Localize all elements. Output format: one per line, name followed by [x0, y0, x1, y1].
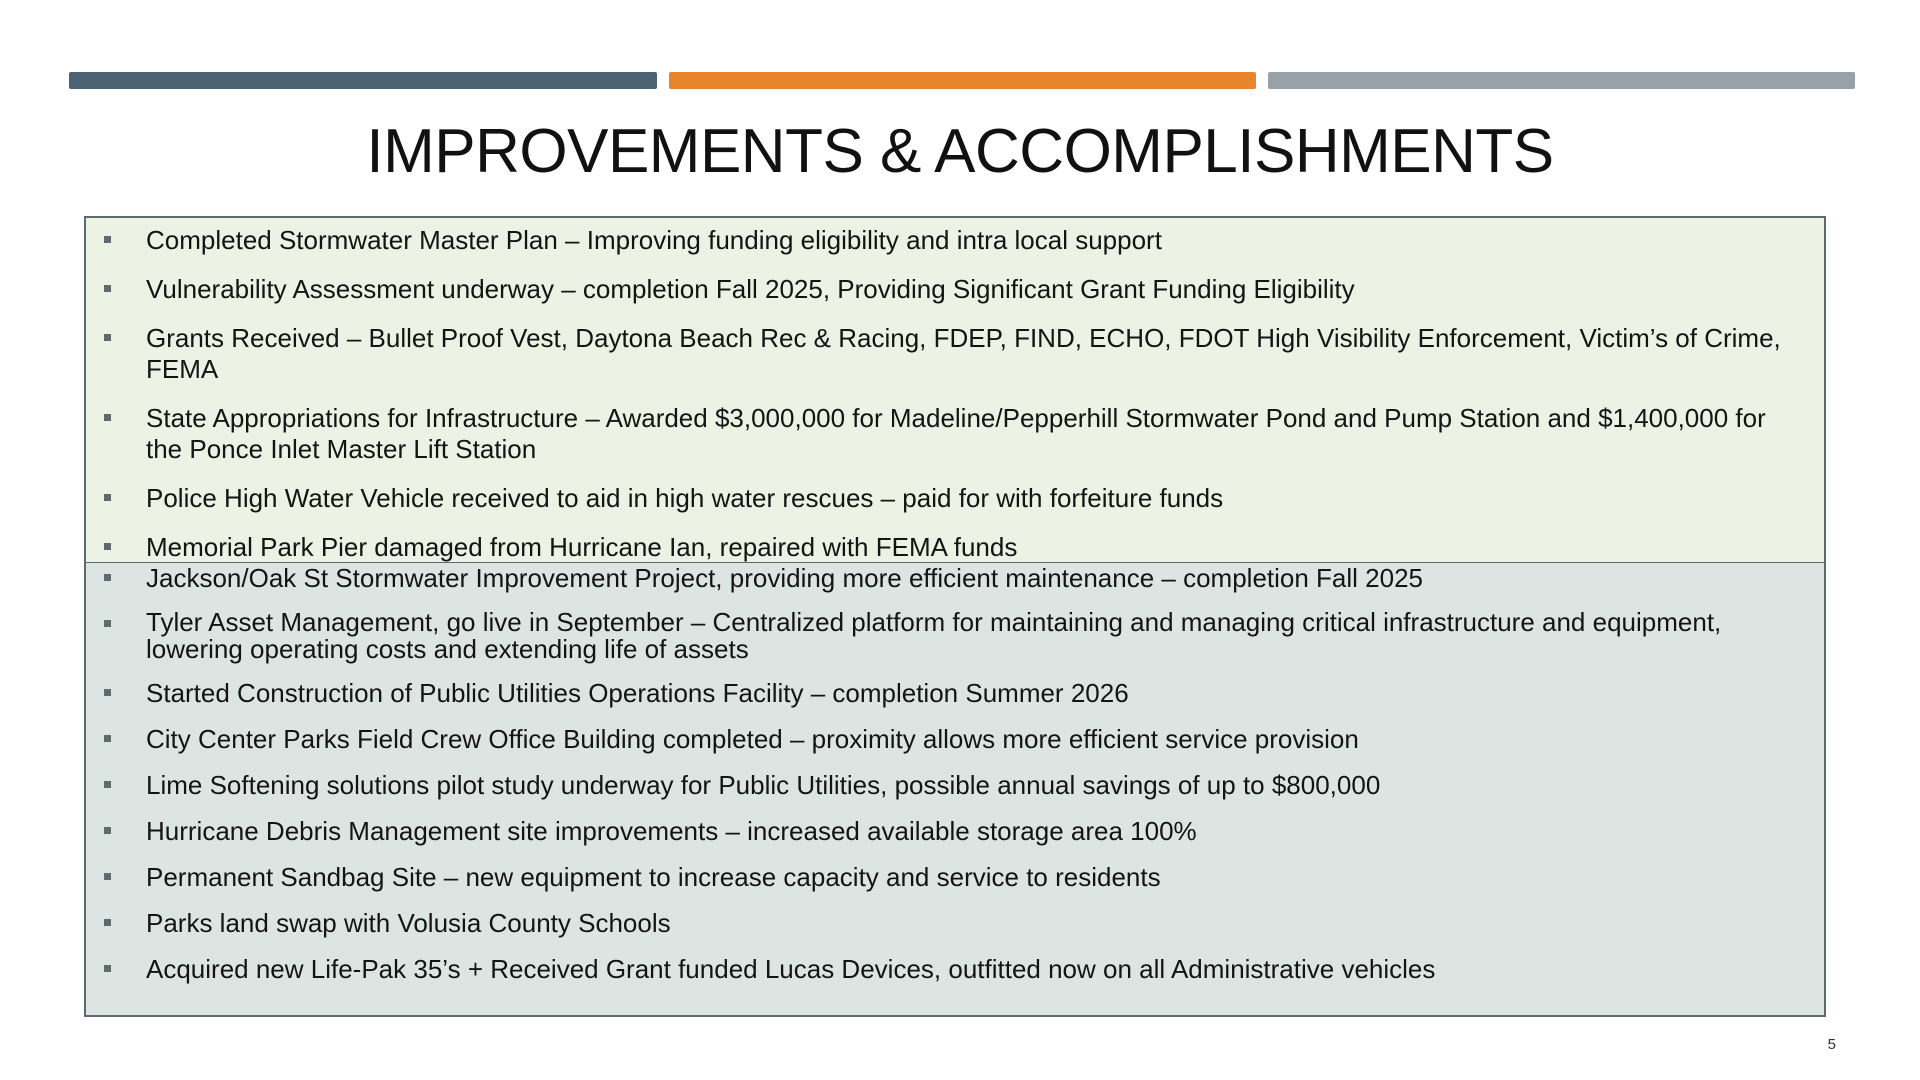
- list-item-text: Police High Water Vehicle received to aid in high water rescues – paid for with forfeiture funds: [146, 483, 1224, 513]
- list-item: [86, 532, 1824, 563]
- square-bullet-icon: [104, 827, 111, 834]
- list-item-text: Grants Received – Bullet Proof Vest, Daytona Beach Rec & Racing, FDEP, FIND, ECHO, FDOT High Visibility Enforcement, Victim’s of Crime, FEMA: [146, 323, 1781, 384]
- list-item-text: Started Construction of Public Utilities Operations Facility – completion Summer 2026: [146, 678, 1129, 708]
- list-item: [86, 323, 1824, 385]
- page-number: 5: [1827, 1036, 1836, 1053]
- list-item-text: City Center Parks Field Crew Office Building completed – proximity allows more efficient service provision: [146, 724, 1359, 754]
- list-item: [86, 274, 1824, 305]
- list-item: [86, 403, 1824, 465]
- list-item: [86, 816, 1824, 847]
- accomplishments-panel-bottom: [84, 562, 1826, 1017]
- list-item-text: Memorial Park Pier damaged from Hurricane Ian, repaired with FEMA funds: [146, 532, 1018, 562]
- list-item: [86, 770, 1824, 801]
- list-item-text: Tyler Asset Management, go live in September – Centralized platform for maintaining and managing critical infrastructure and equipment, lowering operating costs and extending life of assets: [146, 607, 1722, 664]
- list-item-text: Acquired new Life-Pak 35’s + Received Grant funded Lucas Devices, outfitted now on all Administrative vehicles: [146, 954, 1436, 984]
- accent-bar-orange: [669, 72, 1256, 89]
- list-item-text: Completed Stormwater Master Plan – Improving funding eligibility and intra local support: [146, 225, 1162, 255]
- list-item-text: Vulnerability Assessment underway – completion Fall 2025, Providing Significant Grant Funding Eligibility: [146, 274, 1355, 304]
- list-item-text: Permanent Sandbag Site – new equipment to increase capacity and service to residents: [146, 862, 1161, 892]
- square-bullet-icon: [104, 781, 111, 788]
- square-bullet-icon: [104, 965, 111, 972]
- list-item-text: State Appropriations for Infrastructure – Awarded $3,000,000 for Madeline/Pepperhill Stormwater Pond and Pump Station and $1,400,000 for the Ponce Inlet Master Lift Station: [146, 403, 1766, 464]
- bullet-list-bottom: [86, 563, 1824, 985]
- accent-bar-slate: [69, 72, 657, 89]
- list-item-text: Lime Softening solutions pilot study underway for Public Utilities, possible annual savings of up to $800,000: [146, 770, 1381, 800]
- square-bullet-icon: [104, 543, 111, 550]
- list-item: [86, 908, 1824, 939]
- list-item-text: Hurricane Debris Management site improvements – increased available storage area 100%: [146, 816, 1197, 846]
- list-item: [86, 609, 1824, 663]
- square-bullet-icon: [104, 574, 111, 581]
- square-bullet-icon: [104, 414, 111, 421]
- accent-bar-gray: [1268, 72, 1855, 89]
- square-bullet-icon: [104, 285, 111, 292]
- square-bullet-icon: [104, 334, 111, 341]
- square-bullet-icon: [104, 620, 111, 627]
- square-bullet-icon: [104, 236, 111, 243]
- square-bullet-icon: [104, 873, 111, 880]
- bullet-list-top: [86, 218, 1824, 563]
- square-bullet-icon: [104, 735, 111, 742]
- accomplishments-panel-top: [84, 216, 1826, 563]
- list-item: [86, 483, 1824, 514]
- list-item-text: Jackson/Oak St Stormwater Improvement Project, providing more efficient maintenance – completion Fall 2025: [146, 563, 1424, 593]
- slide-title: IMPROVEMENTS & ACCOMPLISHMENTS: [366, 117, 1554, 186]
- list-item: [86, 225, 1824, 256]
- list-item-text: Parks land swap with Volusia County Schools: [146, 908, 671, 938]
- list-item: [86, 678, 1824, 709]
- square-bullet-icon: [104, 919, 111, 926]
- list-item: [86, 563, 1824, 594]
- square-bullet-icon: [104, 494, 111, 501]
- square-bullet-icon: [104, 689, 111, 696]
- list-item: [86, 954, 1824, 985]
- list-item: [86, 862, 1824, 893]
- list-item: [86, 724, 1824, 755]
